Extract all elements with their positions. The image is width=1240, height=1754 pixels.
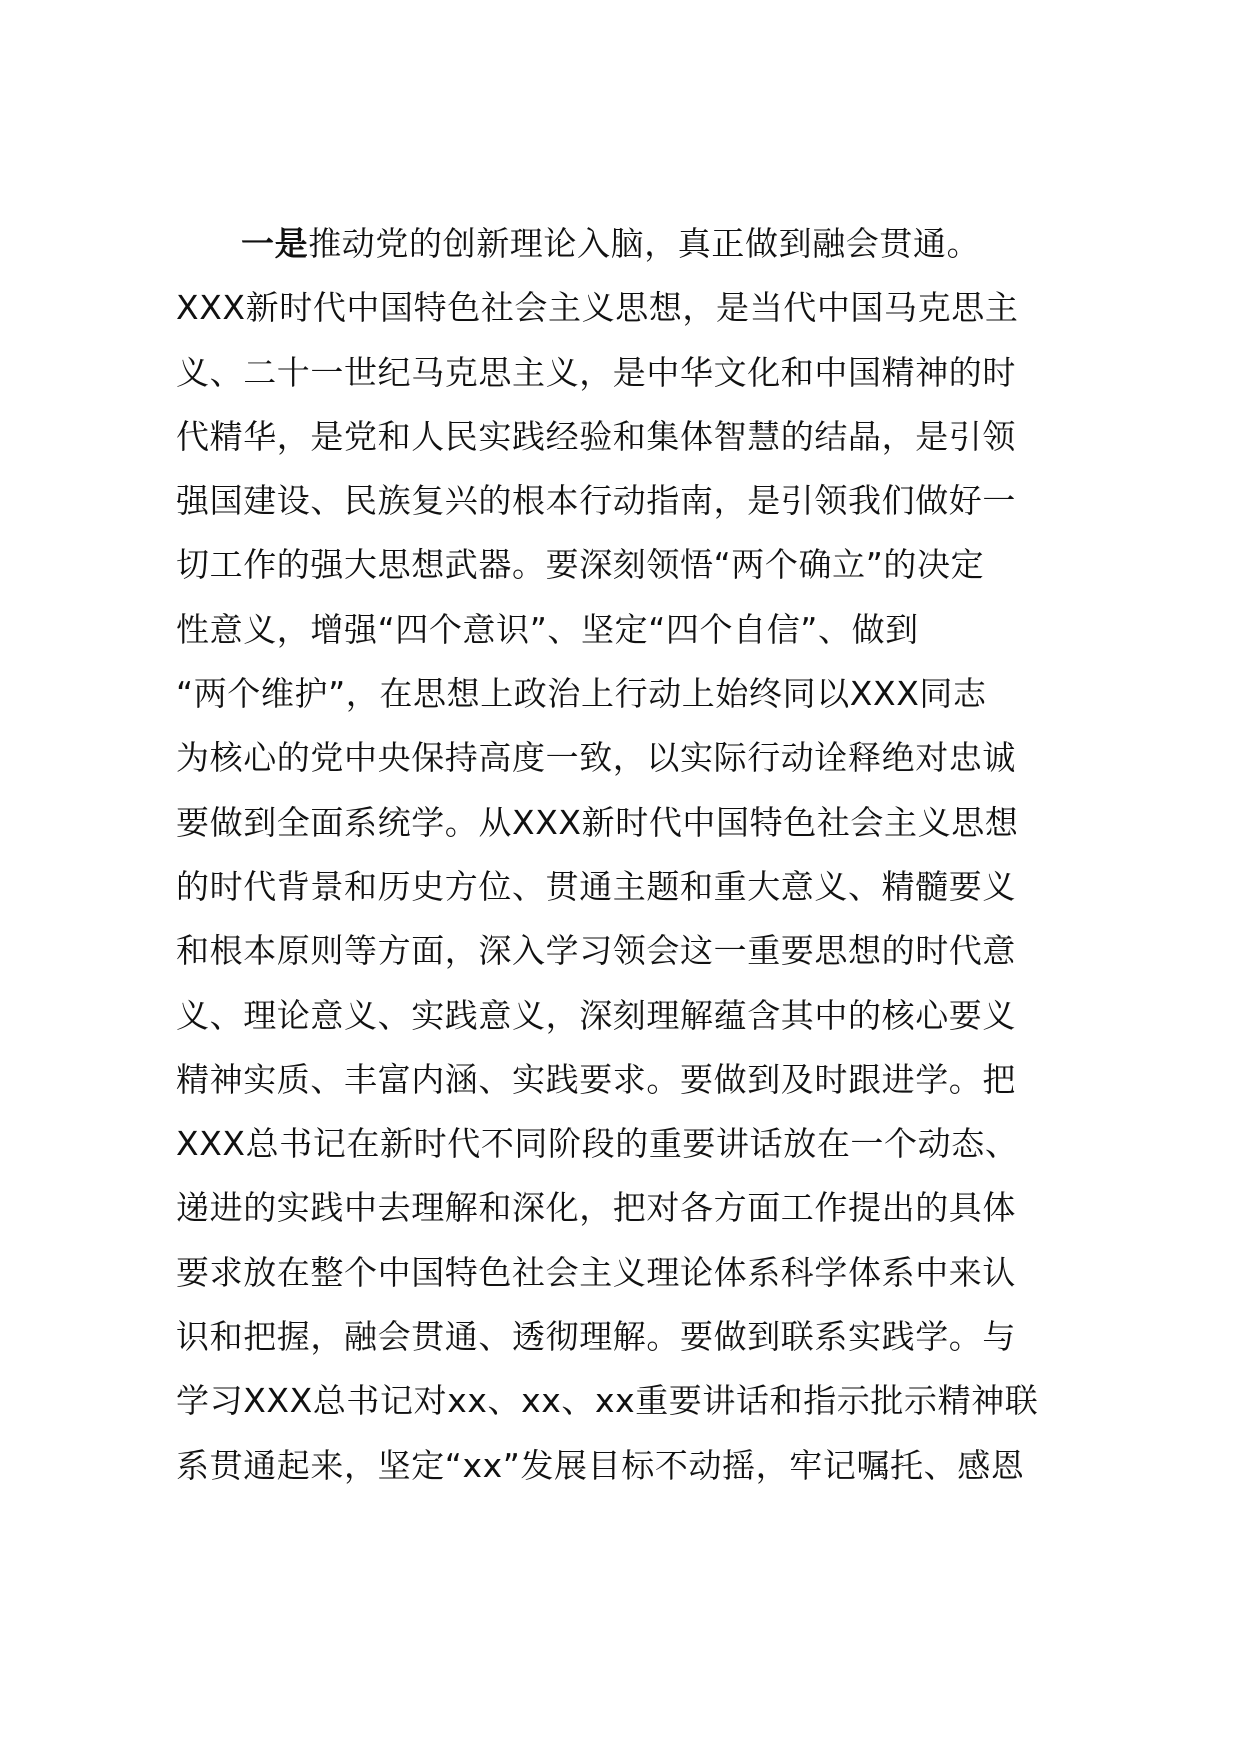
paragraph-line: 系贯通起来，坚定“xx”发展目标不动摇，牢记嘱托、感恩 [176, 1445, 1025, 1485]
paragraph-line: 义、理论意义、实践意义，深刻理解蕴含其中的核心要义 [176, 995, 1016, 1035]
paragraph-line: 切工作的强大思想武器。要深刻领悟“两个确立”的决定 [176, 545, 985, 585]
paragraph-line: XXX总书记在新时代不同阶段的重要讲话放在一个动态、 [176, 1124, 1019, 1164]
paragraph-line: 识和把握，融会贯通、透彻理解。要做到联系实践学。与 [176, 1317, 1016, 1357]
paragraph-line: 代精华，是党和人民实践经验和集体智慧的结晶，是引领 [176, 416, 1016, 456]
paragraph-line: 的时代背景和历史方位、贯通主题和重大意义、精髓要义 [176, 866, 1016, 906]
paragraph-line: 和根本原则等方面，深入学习领会这一重要思想的时代意 [176, 931, 1016, 971]
paragraph-line: XXX新时代中国特色社会主义思想，是当代中国马克思主 [176, 288, 1019, 328]
paragraph-line: 性意义，增强“四个意识”、坚定“四个自信”、做到 [176, 609, 919, 649]
paragraph-line: 精神实质、丰富内涵、实践要求。要做到及时跟进学。把 [176, 1059, 1016, 1099]
paragraph-line: 义、二十一世纪马克思主义，是中华文化和中国精神的时 [176, 352, 1016, 392]
paragraph-line: 要做到全面系统学。从XXX新时代中国特色社会主义思想 [176, 802, 1019, 842]
paragraph-line: 要求放在整个中国特色社会主义理论体系科学体系中来认 [176, 1252, 1016, 1292]
paragraph-lead-heading: 一是 [241, 224, 309, 263]
paragraph-line: “两个维护”，在思想上政治上行动上始终同以XXX同志 [176, 674, 987, 714]
paragraph-line: 强国建设、民族复兴的根本行动指南，是引领我们做好一 [176, 481, 1016, 521]
paragraph-first-line [176, 212, 1116, 276]
paragraph-line: 学习XXX总书记对xx、xx、xx重要讲话和指示批示精神联 [176, 1381, 1039, 1421]
paragraph-line-text: 推动党的创新理论入脑，真正做到融会贯通。 [308, 224, 981, 263]
body-paragraph [176, 212, 1116, 1498]
paragraph-line: 递进的实践中去理解和深化，把对各方面工作提出的具体 [176, 1188, 1016, 1228]
paragraph-line: 为核心的党中央保持高度一致，以实际行动诠释绝对忠诚 [176, 738, 1016, 778]
